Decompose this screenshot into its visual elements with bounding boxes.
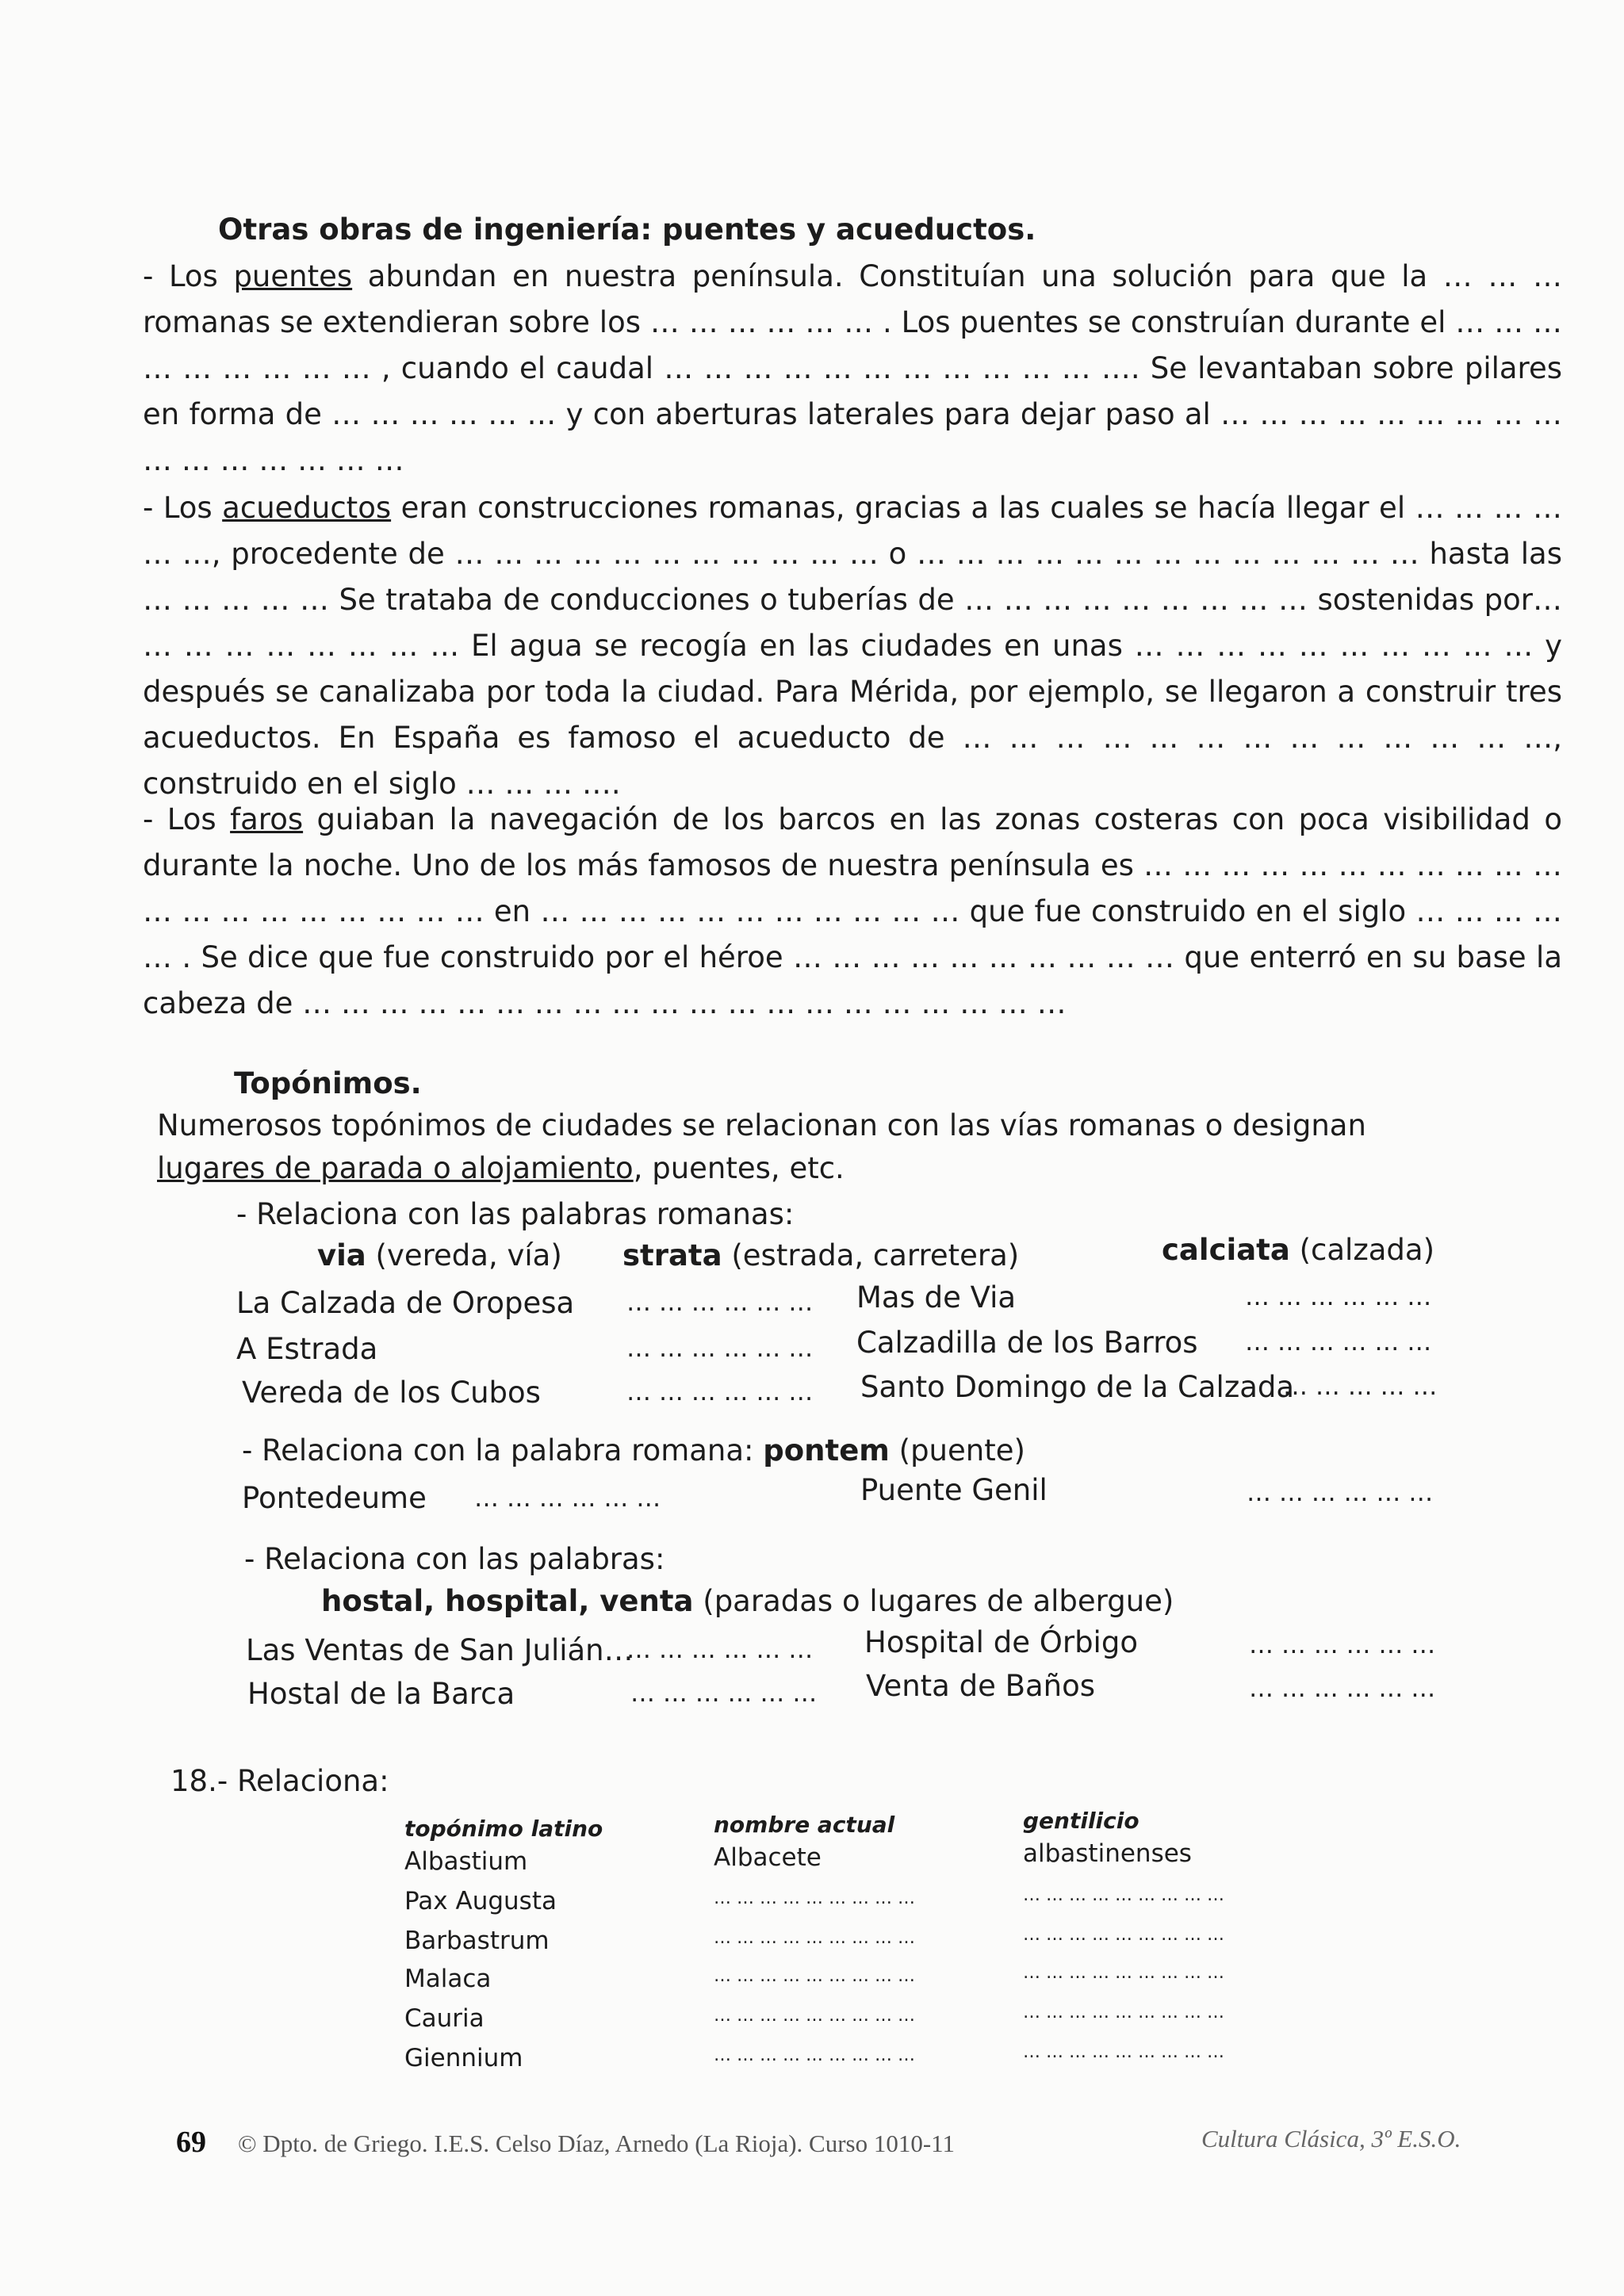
group1-word-calciata xyxy=(1162,1233,1434,1267)
g3-row2-right: Venta de Baños xyxy=(866,1669,1096,1703)
acueductos-prefix: - Los xyxy=(143,491,223,525)
g1-row3-left-blank: … … … … … … xyxy=(626,1378,814,1406)
g1-row1-left: La Calzada de Oropesa xyxy=(236,1286,575,1320)
g1-row1-right: Mas de Via xyxy=(856,1280,1017,1314)
word-via-bold: via xyxy=(317,1238,366,1272)
word-strata-rest: (estrada, carretera) xyxy=(722,1238,1020,1272)
section-title: Otras obras de ingeniería: puentes y acueductos. xyxy=(218,212,1036,247)
group1-instruction: - Relaciona con las palabras romanas: xyxy=(236,1197,795,1231)
ex18-r6-actual: … … … … … … … … … xyxy=(714,2045,915,2065)
footer-course: Cultura Clásica, 3º E.S.O. xyxy=(1201,2125,1461,2152)
puentes-paragraph xyxy=(143,254,1562,484)
footer-credit: © Dpto. de Griego. I.E.S. Celso Díaz, Arnedo (La Rioja). Curso 1010-11 xyxy=(238,2130,956,2157)
ex18-header-nombre: nombre actual xyxy=(714,1812,895,1838)
toponimos-intro-rest: , puentes, etc. xyxy=(633,1151,845,1185)
g1-row1-right-blank: … … … … … … xyxy=(1245,1283,1432,1311)
g1-row2-left: A Estrada xyxy=(236,1332,378,1366)
faros-prefix: - Los xyxy=(143,802,231,836)
ex18-r1-latin: Albastium xyxy=(404,1847,528,1876)
g1-row3-right: Santo Domingo de la Calzada xyxy=(860,1370,1295,1404)
ex18-r5-gentilicio: … … … … … … … … … xyxy=(1023,2003,1224,2022)
group1-word-strata xyxy=(622,1238,1019,1272)
faros-text: guiaban la navegación de los barcos en las zonas costeras con poca visibilidad o durante la noche. Uno de los más famosos de nuestra península es … … … … … … … … … … … … … … … … … … … … en … … … … … … … … … … … que fue construido en el siglo … … … … … . Se dice que fue construido por el héroe … … … … … … … … … … que enterró en su base la cabeza de … … … … … … … … … … … … … … … … … … … … xyxy=(143,802,1562,1020)
ex18-r2-latin: Pax Augusta xyxy=(404,1887,557,1915)
ex18-r1-actual: Albacete xyxy=(714,1843,822,1872)
g1-row2-right-blank: … … … … … … xyxy=(1245,1328,1432,1357)
group3-words-rest: (paradas o lugares de albergue) xyxy=(693,1584,1174,1618)
word-calciata-rest: (calzada) xyxy=(1289,1233,1435,1267)
g2-row1-right: Puente Genil xyxy=(860,1473,1048,1507)
exercise18-title: 18.- Relaciona: xyxy=(170,1764,389,1798)
g3-row2-left: Hostal de la Barca xyxy=(247,1677,515,1711)
acueductos-paragraph xyxy=(143,485,1562,807)
word-via-rest: (vereda, vía) xyxy=(366,1238,562,1272)
g2-row1-right-blank: … … … … … … xyxy=(1247,1479,1434,1507)
ex18-r3-latin: Barbastrum xyxy=(404,1927,550,1955)
page-number: 69 xyxy=(176,2126,206,2159)
ex18-r4-gentilicio: … … … … … … … … … xyxy=(1023,1963,1224,1983)
ex18-r2-actual: … … … … … … … … … xyxy=(714,1888,915,1908)
puentes-term: puentes xyxy=(233,259,353,293)
g1-row3-right-blank: … … … … … xyxy=(1283,1372,1438,1401)
group3-words xyxy=(321,1584,1174,1618)
ex18-header-toponimo: topónimo latino xyxy=(404,1816,603,1842)
group3-instruction: - Relaciona con las palabras: xyxy=(244,1542,665,1576)
g2-row1-left: Pontedeume xyxy=(242,1481,427,1515)
group3-words-bold: hostal, hospital, venta xyxy=(321,1584,694,1618)
g2-row1-left-blank: … … … … … … xyxy=(474,1484,661,1513)
toponimos-intro-underlined: lugares de parada o alojamiento xyxy=(157,1151,634,1185)
ex18-r1-gentilicio: albastinenses xyxy=(1023,1839,1192,1868)
g3-row1-right: Hospital de Órbigo xyxy=(864,1625,1138,1659)
group2-instruction-bold: pontem xyxy=(763,1433,890,1468)
ex18-r4-latin: Malaca xyxy=(404,1965,492,1993)
footer xyxy=(176,2125,955,2160)
g3-row2-left-blank: … … … … … … xyxy=(630,1679,818,1708)
faros-term: faros xyxy=(230,802,304,836)
group2-instruction-post: (puente) xyxy=(889,1433,1025,1468)
toponimos-title: Topónimos. xyxy=(234,1066,422,1100)
toponimos-intro-line1: Numerosos topónimos de ciudades se relacionan con las vías romanas o designan xyxy=(157,1108,1366,1142)
ex18-header-gentilicio: gentilicio xyxy=(1023,1808,1139,1834)
g3-row1-right-blank: … … … … … … xyxy=(1249,1631,1436,1659)
acueductos-term: acueductos xyxy=(222,491,392,525)
g1-row2-right: Calzadilla de los Barros xyxy=(856,1326,1198,1360)
word-strata-bold: strata xyxy=(622,1238,722,1272)
ex18-r2-gentilicio: … … … … … … … … … xyxy=(1023,1885,1224,1905)
faros-paragraph xyxy=(143,797,1562,1027)
group2-instruction-pre: - Relaciona con la palabra romana: xyxy=(242,1433,764,1468)
puentes-prefix: - Los xyxy=(143,259,234,293)
ex18-r4-actual: … … … … … … … … … xyxy=(714,1966,915,1986)
ex18-r6-gentilicio: … … … … … … … … … xyxy=(1023,2042,1224,2062)
ex18-r3-gentilicio: … … … … … … … … … xyxy=(1023,1925,1224,1945)
ex18-r5-actual: … … … … … … … … … xyxy=(714,2006,915,2026)
g3-row2-right-blank: … … … … … … xyxy=(1249,1674,1436,1703)
g1-row3-left: Vereda de los Cubos xyxy=(242,1376,541,1410)
group1-word-via xyxy=(317,1238,562,1272)
g1-row2-left-blank: … … … … … … xyxy=(626,1334,814,1363)
g3-row1-left-blank: … … … … … … xyxy=(626,1636,814,1664)
g3-row1-left: Las Ventas de San Julián… xyxy=(246,1633,634,1667)
ex18-r5-latin: Cauria xyxy=(404,2004,485,2033)
puentes-text: abundan en nuestra península. Constituían una solución para que la … … … romanas se extendieran sobre los … … … … … … . Los puentes se construían durante el … … … … … … … … … , cuando el caudal … … … … … … … … … … … …. Se levantaban sobre pilares en forma de … … … … … … y con aberturas laterales para dejar paso al … … … … … … … … … … … … … … … … xyxy=(143,259,1562,477)
g1-row1-left-blank: … … … … … … xyxy=(626,1288,814,1317)
group2-instruction xyxy=(242,1433,1025,1468)
word-calciata-bold: calciata xyxy=(1162,1233,1290,1267)
ex18-r6-latin: Giennium xyxy=(404,2044,523,2072)
acueductos-text: eran construcciones romanas, gracias a las cuales se hacía llegar el … … … … … …, procedente de … … … … … … … … … … … o … … … … … … … … … … … … … hasta las … … … … … Se trataba de conducciones o tuberías de … … … … … … … … … sostenidas por… … … … … … … … … El agua se recogía en las ciudades en unas … … … … … … … … … … y después se canalizaba por toda la ciudad. Para Mérida, por ejemplo, se llegaron a construir tres acueductos. En España es famoso el acueducto de … … … … … … … … … … … … …, construido en el siglo … … … …. xyxy=(143,491,1562,801)
toponimos-intro-line2 xyxy=(157,1151,845,1185)
ex18-r3-actual: … … … … … … … … … xyxy=(714,1928,915,1948)
